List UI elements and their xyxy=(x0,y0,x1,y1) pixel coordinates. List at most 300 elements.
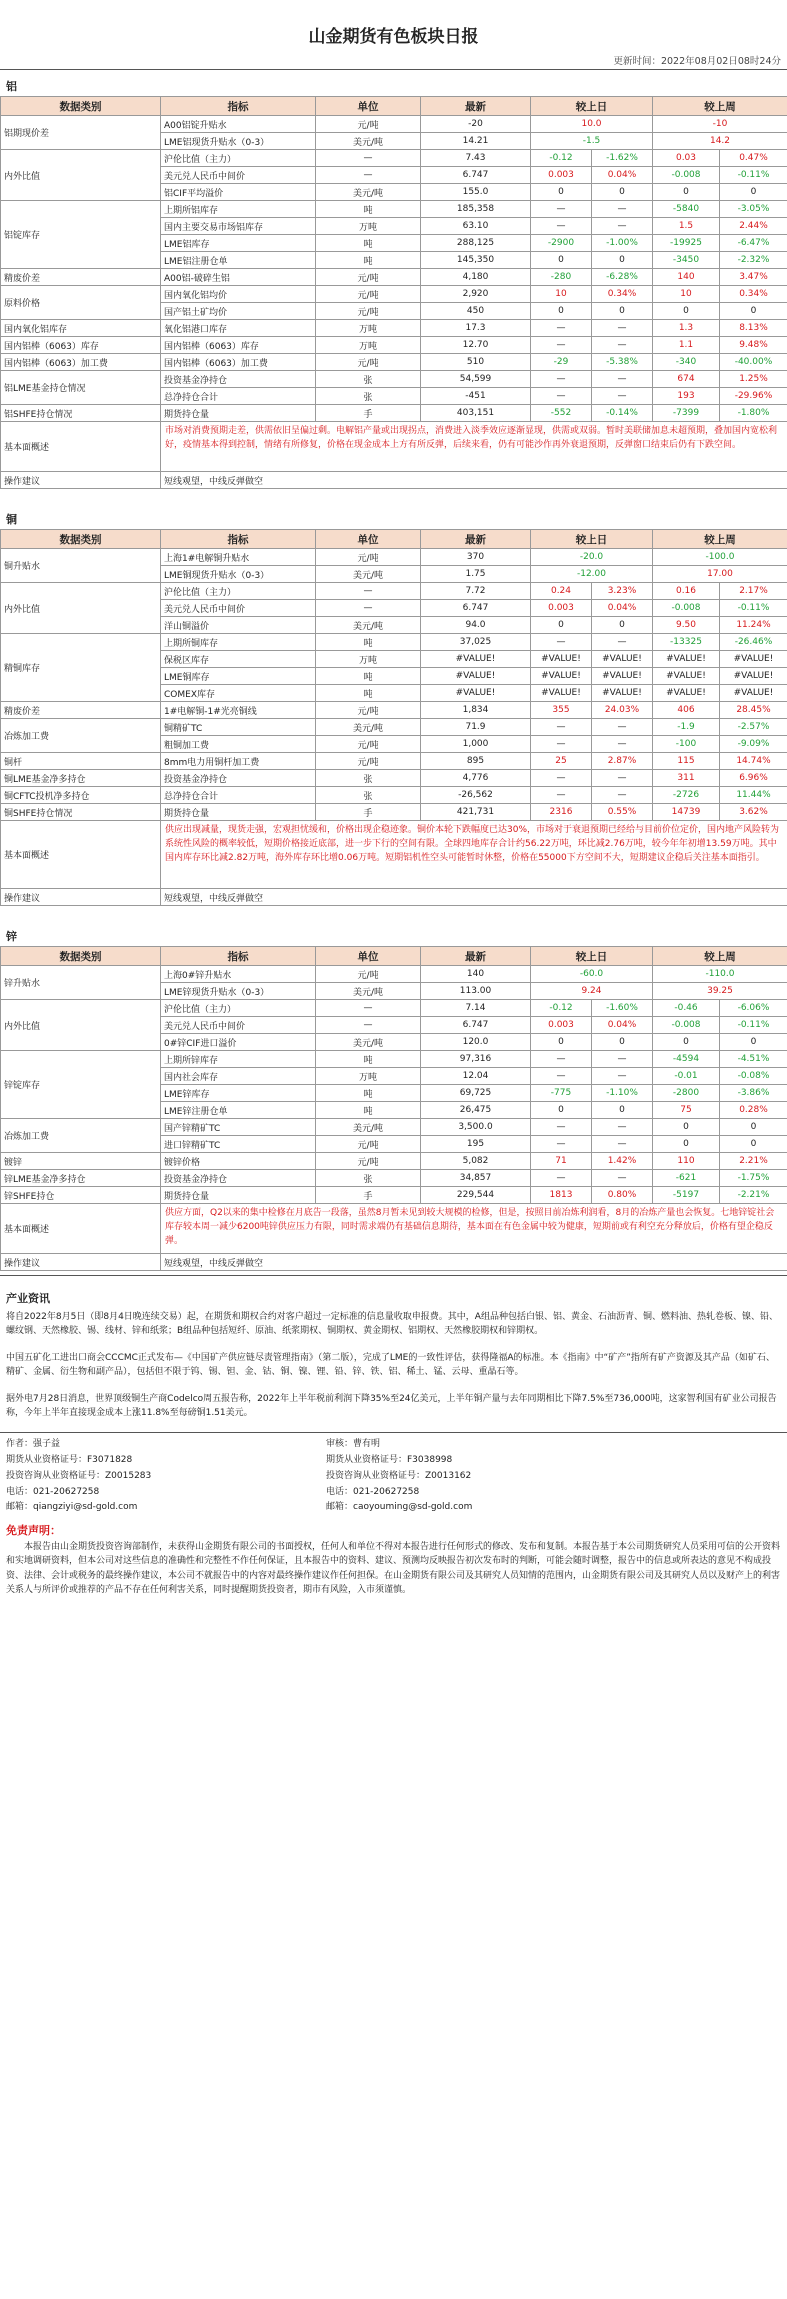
latest-value: 195 xyxy=(421,1136,531,1153)
indicator-cell: 上期所锌库存 xyxy=(161,1051,316,1068)
day-change-pct: 0 xyxy=(592,617,653,634)
day-change: — xyxy=(531,1136,592,1153)
table-row xyxy=(1,116,787,133)
row-category: 内外比值 xyxy=(1,150,161,201)
latest-value: -26,562 xyxy=(421,787,531,804)
week-change: -0.46 xyxy=(653,1000,720,1017)
unit-cell: 元/吨 xyxy=(316,269,421,286)
row-category: 锌升贴水 xyxy=(1,966,161,1000)
week-change: 14739 xyxy=(653,804,720,821)
day-change-pct: -1.10% xyxy=(592,1085,653,1102)
unit-cell: 元/吨 xyxy=(316,1153,421,1170)
day-change-pct: #VALUE! xyxy=(592,685,653,702)
latest-value: 421,731 xyxy=(421,804,531,821)
day-change: — xyxy=(531,1119,592,1136)
table-row xyxy=(1,719,787,736)
indicator-cell: A00铝锭升贴水 xyxy=(161,116,316,133)
week-change-pct: -2.57% xyxy=(720,719,787,736)
day-change: 1813 xyxy=(531,1187,592,1204)
unit-cell: 万吨 xyxy=(316,218,421,235)
report-title: 山金期货有色板块日报 xyxy=(308,27,479,47)
week-change: -1.9 xyxy=(653,719,720,736)
advice-text: 短线观望，中线反弹做空 xyxy=(161,472,787,489)
column-header: 数据类别 xyxy=(1,947,161,966)
week-change: 75 xyxy=(653,1102,720,1119)
indicator-cell: LME锌现货升贴水（0-3） xyxy=(161,983,316,1000)
unit-cell: 元/吨 xyxy=(316,303,421,320)
indicator-cell: 8mm电力用铜杆加工费 xyxy=(161,753,316,770)
indicator-cell: 投资基金净持仓 xyxy=(161,1170,316,1187)
indicator-cell: LME锌注册仓单 xyxy=(161,1102,316,1119)
latest-value: 403,151 xyxy=(421,405,531,422)
week-change: 115 xyxy=(653,753,720,770)
data-table xyxy=(0,96,787,489)
row-category: 铜CFTC投机净多持仓 xyxy=(1,787,161,804)
unit-cell: — xyxy=(316,150,421,167)
reviewer-phone: 电话：021-20627258 xyxy=(326,1486,420,1497)
day-change: -1.5 xyxy=(531,133,653,150)
day-change: #VALUE! xyxy=(531,668,592,685)
unit-cell: 张 xyxy=(316,770,421,787)
table-row xyxy=(1,337,787,354)
week-change-pct: 0.34% xyxy=(720,286,787,303)
unit-cell: 美元/吨 xyxy=(316,1034,421,1051)
unit-cell: 元/吨 xyxy=(316,549,421,566)
week-change-pct: 28.45% xyxy=(720,702,787,719)
day-change-pct: — xyxy=(592,218,653,235)
indicator-cell: 国内氧化铝均价 xyxy=(161,286,316,303)
day-change: — xyxy=(531,1051,592,1068)
week-change: 0 xyxy=(653,1136,720,1153)
column-header: 较上日 xyxy=(531,947,653,966)
row-category: 锌LME基金净多持仓 xyxy=(1,1170,161,1187)
unit-cell: 张 xyxy=(316,388,421,405)
indicator-cell: 上期所铝库存 xyxy=(161,201,316,218)
week-change-pct: -0.08% xyxy=(720,1068,787,1085)
section-title: 锌 xyxy=(6,930,17,943)
day-change-pct: — xyxy=(592,371,653,388)
week-change: -13325 xyxy=(653,634,720,651)
row-category: 内外比值 xyxy=(1,583,161,634)
basic-label: 基本面概述 xyxy=(1,821,161,889)
week-change: #VALUE! xyxy=(653,651,720,668)
day-change-pct: 3.23% xyxy=(592,583,653,600)
column-header: 数据类别 xyxy=(1,530,161,549)
table-row xyxy=(1,1153,787,1170)
day-change: — xyxy=(531,201,592,218)
data-table xyxy=(0,529,787,906)
week-change: 0 xyxy=(653,303,720,320)
week-change: 311 xyxy=(653,770,720,787)
author-left xyxy=(6,1437,326,1516)
indicator-cell: 期货持仓量 xyxy=(161,405,316,422)
row-category: 冶炼加工费 xyxy=(1,719,161,753)
week-change-pct: -9.09% xyxy=(720,736,787,753)
week-change: -0.008 xyxy=(653,167,720,184)
row-category: 锌SHFE持仓 xyxy=(1,1187,161,1204)
day-change: — xyxy=(531,388,592,405)
news-item-2: 中国五矿化工进出口商会CCCMC正式发布—《中国矿产供应链尽责管理指南》（第二版），完成了LME的一致性评估，获得隆福A的标准。本《指南》中“矿产”指所有矿产资源及其产品（如矿石、精矿、金属、衍生物和副产品），包括但不限于钨、锡、钽、金、钴、铜、镍、锂、铅、锌、铁、铝、稀土、锰、云母、重晶石等。 xyxy=(6,1352,775,1378)
latest-value: 7.43 xyxy=(421,150,531,167)
basic-row xyxy=(1,422,787,472)
row-category: 原料价格 xyxy=(1,286,161,320)
unit-cell: 美元/吨 xyxy=(316,983,421,1000)
table-row xyxy=(1,966,787,983)
latest-value: 229,544 xyxy=(421,1187,531,1204)
basic-summary: 供应方面，Q2以来的集中检修在月底告一段落，虽然8月暂未见到较大规模的检修，但是，按照目前冶炼利润看，8月的冶炼产量也会恢复。七地锌锭社会库存较本周一减少6200吨锌供应压力有限，同时需求端仍有基础信息期待，基本面在有色金属中较为健康，短期前或有利空充分释放后，价格有望企稳反弹。 xyxy=(161,1204,787,1254)
reviewer-futures-cert: 期货从业资格证号：F3038998 xyxy=(326,1455,453,1466)
unit-cell: — xyxy=(316,1017,421,1034)
row-category: 内外比值 xyxy=(1,1000,161,1051)
day-change-pct: 0.04% xyxy=(592,600,653,617)
day-change-pct: 0 xyxy=(592,252,653,269)
week-change-pct: -26.46% xyxy=(720,634,787,651)
week-change-pct: -3.86% xyxy=(720,1085,787,1102)
day-change: 0.24 xyxy=(531,583,592,600)
day-change: — xyxy=(531,736,592,753)
day-change-pct: — xyxy=(592,1051,653,1068)
day-change-pct: 24.03% xyxy=(592,702,653,719)
day-change-pct: 0 xyxy=(592,184,653,201)
week-change: -3450 xyxy=(653,252,720,269)
latest-value: 3,500.0 xyxy=(421,1119,531,1136)
unit-cell: 张 xyxy=(316,1170,421,1187)
table-row xyxy=(1,1170,787,1187)
column-header: 最新 xyxy=(421,530,531,549)
day-change-pct: — xyxy=(592,1136,653,1153)
indicator-cell: 美元兑人民币中间价 xyxy=(161,167,316,184)
unit-cell: 吨 xyxy=(316,1051,421,1068)
day-change: 71 xyxy=(531,1153,592,1170)
week-change-pct: 0 xyxy=(720,1119,787,1136)
day-change: 0.003 xyxy=(531,600,592,617)
indicator-cell: 洋山铜溢价 xyxy=(161,617,316,634)
unit-cell: 吨 xyxy=(316,1085,421,1102)
week-change-pct: -0.11% xyxy=(720,600,787,617)
day-change-pct: #VALUE! xyxy=(592,668,653,685)
week-change: -100 xyxy=(653,736,720,753)
row-category: 精废价差 xyxy=(1,702,161,719)
news-title: 产业资讯 xyxy=(6,1292,50,1305)
latest-value: 37,025 xyxy=(421,634,531,651)
indicator-cell: LME铝库存 xyxy=(161,235,316,252)
divider xyxy=(0,1432,787,1433)
indicator-cell: LME铝现货升贴水（0-3） xyxy=(161,133,316,150)
row-category: 冶炼加工费 xyxy=(1,1119,161,1153)
week-change-pct: 2.17% xyxy=(720,583,787,600)
week-change-pct: 6.96% xyxy=(720,770,787,787)
week-change-pct: 0.28% xyxy=(720,1102,787,1119)
latest-value: 1,834 xyxy=(421,702,531,719)
day-change-pct: — xyxy=(592,337,653,354)
latest-value: 6.747 xyxy=(421,1017,531,1034)
indicator-cell: 国内主要交易市场铝库存 xyxy=(161,218,316,235)
latest-value: -20 xyxy=(421,116,531,133)
week-change-pct: -2.21% xyxy=(720,1187,787,1204)
indicator-cell: 期货持仓量 xyxy=(161,804,316,821)
latest-value: 97,316 xyxy=(421,1051,531,1068)
indicator-cell: 国内铝棒（6063）库存 xyxy=(161,337,316,354)
advice-label: 操作建议 xyxy=(1,889,161,906)
column-header: 最新 xyxy=(421,97,531,116)
day-change: 9.24 xyxy=(531,983,653,1000)
day-change-pct: 0 xyxy=(592,1102,653,1119)
day-change: 0 xyxy=(531,1034,592,1051)
indicator-cell: LME锌库存 xyxy=(161,1085,316,1102)
indicator-cell: LME铝注册仓单 xyxy=(161,252,316,269)
unit-cell: 元/吨 xyxy=(316,116,421,133)
column-header: 较上周 xyxy=(653,947,787,966)
row-category: 铝LME基金持仓情况 xyxy=(1,371,161,405)
latest-value: 145,350 xyxy=(421,252,531,269)
latest-value: 120.0 xyxy=(421,1034,531,1051)
reviewer-consult-cert: 投资咨询从业资格证号：Z0013162 xyxy=(326,1470,472,1481)
table-header-row xyxy=(1,97,787,116)
indicator-cell: 国产铝土矿均价 xyxy=(161,303,316,320)
table-header-row xyxy=(1,530,787,549)
week-change-pct: -1.80% xyxy=(720,405,787,422)
row-category: 精铜库存 xyxy=(1,634,161,702)
day-change: — xyxy=(531,371,592,388)
table-header-row xyxy=(1,947,787,966)
week-change-pct: 0 xyxy=(720,1034,787,1051)
week-change-pct: 2.44% xyxy=(720,218,787,235)
indicator-cell: 总净持仓合计 xyxy=(161,787,316,804)
week-change: #VALUE! xyxy=(653,685,720,702)
unit-cell: 吨 xyxy=(316,235,421,252)
day-change: 0 xyxy=(531,617,592,634)
reviewer-name: 审核：曹有明 xyxy=(326,1439,381,1450)
week-change-pct: #VALUE! xyxy=(720,685,787,702)
column-header: 单位 xyxy=(316,947,421,966)
week-change: -0.008 xyxy=(653,1017,720,1034)
day-change-pct: — xyxy=(592,719,653,736)
unit-cell: 元/吨 xyxy=(316,1136,421,1153)
row-category: 铜LME基金净多持仓 xyxy=(1,770,161,787)
indicator-cell: 上期所铜库存 xyxy=(161,634,316,651)
day-change-pct: -6.28% xyxy=(592,269,653,286)
unit-cell: 美元/吨 xyxy=(316,617,421,634)
week-change-pct: -1.75% xyxy=(720,1170,787,1187)
author-name: 作者：强子益 xyxy=(6,1439,61,1450)
week-change: -4594 xyxy=(653,1051,720,1068)
unit-cell: 元/吨 xyxy=(316,753,421,770)
week-change-pct: 14.74% xyxy=(720,753,787,770)
table-row xyxy=(1,787,787,804)
week-change: 17.00 xyxy=(653,566,787,583)
indicator-cell: 铜精矿TC xyxy=(161,719,316,736)
day-change: 25 xyxy=(531,753,592,770)
unit-cell: — xyxy=(316,167,421,184)
unit-cell: 吨 xyxy=(316,668,421,685)
day-change-pct: -0.14% xyxy=(592,405,653,422)
unit-cell: 张 xyxy=(316,787,421,804)
advice-row xyxy=(1,889,787,906)
week-change: 10 xyxy=(653,286,720,303)
indicator-cell: 1#电解铜-1#光亮铜线 xyxy=(161,702,316,719)
day-change: — xyxy=(531,218,592,235)
week-change: 0.16 xyxy=(653,583,720,600)
basic-label: 基本面概述 xyxy=(1,1204,161,1254)
table-row xyxy=(1,269,787,286)
table-row xyxy=(1,405,787,422)
indicator-cell: 投资基金净持仓 xyxy=(161,770,316,787)
basic-row xyxy=(1,821,787,889)
indicator-cell: 上海1#电解铜升贴水 xyxy=(161,549,316,566)
update-bar xyxy=(0,53,787,70)
row-category: 铝SHFE持仓情况 xyxy=(1,405,161,422)
indicator-cell: 投资基金净持仓 xyxy=(161,371,316,388)
week-change-pct: 0 xyxy=(720,1136,787,1153)
author-phone: 电话：021-20627258 xyxy=(6,1486,100,1497)
day-change: -552 xyxy=(531,405,592,422)
table-row xyxy=(1,583,787,600)
indicator-cell: 国内铝棒（6063）加工费 xyxy=(161,354,316,371)
week-change: -2800 xyxy=(653,1085,720,1102)
week-change-pct: -40.00% xyxy=(720,354,787,371)
author-email: 邮箱：qiangziyi@sd-gold.com xyxy=(6,1502,138,1513)
day-change: — xyxy=(531,337,592,354)
latest-value: 69,725 xyxy=(421,1085,531,1102)
day-change-pct: -5.38% xyxy=(592,354,653,371)
week-change: -19925 xyxy=(653,235,720,252)
unit-cell: 美元/吨 xyxy=(316,566,421,583)
indicator-cell: 粗铜加工费 xyxy=(161,736,316,753)
day-change-pct: — xyxy=(592,1119,653,1136)
column-header: 较上周 xyxy=(653,530,787,549)
column-header: 较上日 xyxy=(531,530,653,549)
week-change-pct: 2.21% xyxy=(720,1153,787,1170)
week-change-pct: #VALUE! xyxy=(720,668,787,685)
week-change: 406 xyxy=(653,702,720,719)
indicator-cell: A00铝-破碎生铝 xyxy=(161,269,316,286)
column-header: 单位 xyxy=(316,530,421,549)
day-change: 0 xyxy=(531,303,592,320)
week-change-pct: 0 xyxy=(720,184,787,201)
day-change-pct: #VALUE! xyxy=(592,651,653,668)
day-change-pct: — xyxy=(592,1170,653,1187)
indicator-cell: 氧化铝港口库存 xyxy=(161,320,316,337)
day-change: -280 xyxy=(531,269,592,286)
week-change: -5197 xyxy=(653,1187,720,1204)
latest-value: 26,475 xyxy=(421,1102,531,1119)
day-change: — xyxy=(531,320,592,337)
table-row xyxy=(1,753,787,770)
week-change-pct: -0.11% xyxy=(720,1017,787,1034)
indicator-cell: 总净持仓合计 xyxy=(161,388,316,405)
day-change-pct: -1.00% xyxy=(592,235,653,252)
unit-cell: — xyxy=(316,600,421,617)
week-change-pct: -4.51% xyxy=(720,1051,787,1068)
day-change: -29 xyxy=(531,354,592,371)
week-change-pct: 0.47% xyxy=(720,150,787,167)
table-row xyxy=(1,1119,787,1136)
column-header: 较上日 xyxy=(531,97,653,116)
unit-cell: 手 xyxy=(316,1187,421,1204)
week-change-pct: #VALUE! xyxy=(720,651,787,668)
day-change: 0.003 xyxy=(531,167,592,184)
week-change: -100.0 xyxy=(653,549,787,566)
row-category: 国内铝棒（6063）加工费 xyxy=(1,354,161,371)
week-change: 9.50 xyxy=(653,617,720,634)
latest-value: 4,180 xyxy=(421,269,531,286)
advice-label: 操作建议 xyxy=(1,1254,161,1271)
week-change-pct: 9.48% xyxy=(720,337,787,354)
unit-cell: 吨 xyxy=(316,685,421,702)
column-header: 指标 xyxy=(161,530,316,549)
indicator-cell: 国产锌精矿TC xyxy=(161,1119,316,1136)
day-change: -20.0 xyxy=(531,549,653,566)
latest-value: 6.747 xyxy=(421,167,531,184)
week-change: -0.01 xyxy=(653,1068,720,1085)
week-change-pct: 11.44% xyxy=(720,787,787,804)
week-change-pct: -3.05% xyxy=(720,201,787,218)
latest-value: 63.10 xyxy=(421,218,531,235)
latest-value: 113.00 xyxy=(421,983,531,1000)
unit-cell: 美元/吨 xyxy=(316,133,421,150)
latest-value: #VALUE! xyxy=(421,651,531,668)
day-change-pct: 0 xyxy=(592,1034,653,1051)
day-change-pct: — xyxy=(592,320,653,337)
unit-cell: 美元/吨 xyxy=(316,1119,421,1136)
divider xyxy=(0,1275,787,1276)
latest-value: 510 xyxy=(421,354,531,371)
sections-container xyxy=(0,78,787,1271)
advice-row xyxy=(1,472,787,489)
week-change-pct: 3.62% xyxy=(720,804,787,821)
week-change: 0 xyxy=(653,1034,720,1051)
week-change: 674 xyxy=(653,371,720,388)
day-change-pct: 1.42% xyxy=(592,1153,653,1170)
unit-cell: 元/吨 xyxy=(316,702,421,719)
row-category: 铜升贴水 xyxy=(1,549,161,583)
row-category: 铝期现价差 xyxy=(1,116,161,150)
week-change-pct: -2.32% xyxy=(720,252,787,269)
day-change-pct: 0.04% xyxy=(592,1017,653,1034)
day-change: -0.12 xyxy=(531,150,592,167)
update-time: 更新时间：2022年08月02日08时24分 xyxy=(613,56,781,67)
table-row xyxy=(1,354,787,371)
week-change-pct: 11.24% xyxy=(720,617,787,634)
disclaimer-text: 本报告由山金期货投资咨询部制作，未获得山金期货有限公司的书面授权，任何人和单位不得对本报告进行任何形式的修改、发布和复制。本报告基于本公司期货研究人员采用可信的公开资料和实地调研资料，但本公司对这些信息的准确性和完整性不作任何保证，且本报告中的资料、建议、预测均反映报告初次发布时的判断，可能会随时调整，报告中的信息或所表达的意见不构成投资、法律、会计或税务的最终操作建议，本公司不就报告中的内容对最终操作建议作任何担保。在山金期货有限公司及其研究人员知情的范围内，山金期货有限公司及其研究人员以及财产上的利害关系人与所评价或推荐的产品不存在任何利害关系，同时提醒期货投资者，期市有风险，入市须谨慎。 xyxy=(6,1542,781,1596)
week-change-pct: -0.11% xyxy=(720,167,787,184)
unit-cell: 元/吨 xyxy=(316,966,421,983)
week-change: -110.0 xyxy=(653,966,787,983)
day-change: — xyxy=(531,719,592,736)
indicator-cell: 沪伦比值（主力） xyxy=(161,150,316,167)
day-change: 10 xyxy=(531,286,592,303)
reviewer-email: 邮箱：caoyouming@sd-gold.com xyxy=(326,1502,473,1513)
week-change: 1.3 xyxy=(653,320,720,337)
latest-value: 1.75 xyxy=(421,566,531,583)
column-header: 指标 xyxy=(161,97,316,116)
week-change: #VALUE! xyxy=(653,668,720,685)
unit-cell: 吨 xyxy=(316,634,421,651)
latest-value: 94.0 xyxy=(421,617,531,634)
indicator-cell: 0#锌CIF进口溢价 xyxy=(161,1034,316,1051)
day-change-pct: 2.87% xyxy=(592,753,653,770)
author-futures-cert: 期货从业资格证号：F3071828 xyxy=(6,1455,133,1466)
table-row xyxy=(1,702,787,719)
latest-value: 1,000 xyxy=(421,736,531,753)
week-change: 0 xyxy=(653,1119,720,1136)
latest-value: 2,920 xyxy=(421,286,531,303)
day-change: 0 xyxy=(531,252,592,269)
latest-value: -451 xyxy=(421,388,531,405)
day-change: — xyxy=(531,787,592,804)
indicator-cell: 保税区库存 xyxy=(161,651,316,668)
week-change: -2726 xyxy=(653,787,720,804)
